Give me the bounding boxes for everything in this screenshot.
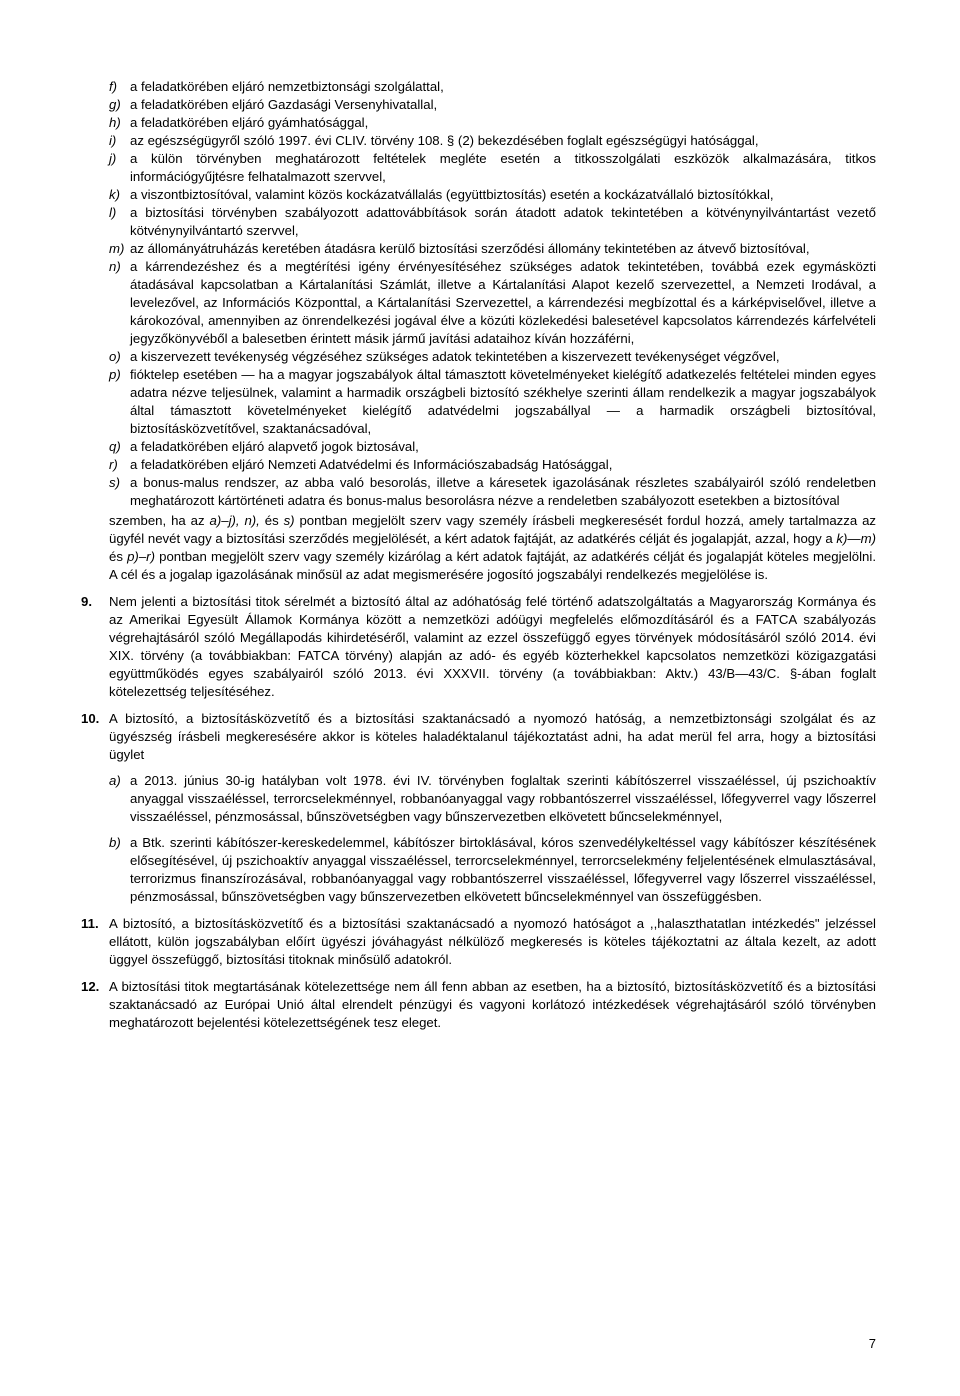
list-item xyxy=(109,258,876,348)
list-item xyxy=(109,114,876,132)
list-item-text: a kárrendezéshez és a megtérítési igény érvényesítéséhez szükséges adatok tekintetében, továbbá ezek egymásközti átadásával kapcsolatban a Kártalanítási Számlát, illetve a Kártalanítási Alapot kezelő szervezettel, a Nemzeti Irodával, a levelezővel, az Információs Központtal, a Kártalanítási Szervezettel, a kárrendezési megbízottal és a kárképviselővel, illetve a károkozóval, amennyiben az önrendelkezési jogával élve a közúti közlekedési balesetével kapcsolatos kárrendezés kárfelvételi jegyzőkönyvéből a balesetben érintett másik jármű javítási adataihoz kíván hozzáférni, xyxy=(130,259,876,346)
list-item-text: a feladatkörében eljáró nemzetbiztonsági szolgálattal, xyxy=(130,79,444,94)
list-item-label: f) xyxy=(109,79,118,94)
list-item-text: az egészségügyről szóló 1997. évi CLIV. törvény 108. § (2) bekezdésében foglalt egészségügyi hatósággal, xyxy=(130,133,759,148)
list-item-label: r) xyxy=(109,457,118,472)
list-item-text: a bonus-malus rendszer, az abba való besorolás, illetve a káresetek igazolásának részletes szabályairól szóló rendeletben meghatározott kártörténeti adatra és bonus-malus besorolásra nézve a rendeletben szabályozott esetekben a biztosítóval xyxy=(130,475,876,508)
section-text: A biztosító, a biztosításközvetítő és a biztosítási szaktanácsadó a nyomozó hatóságot a ,,halaszthatatlan intézkedés" jelzéssel ellátott, külön jogszabályban előírt ügyészi jóváhagyást nélkülöző megkeresés is köteles tájékoztatni az általa kezelt, az adott üggyel összefüggő, biztosítási titoknak minősülő adatokról. xyxy=(109,916,876,967)
list-item-text: a feladatkörében eljáró Gazdasági Versenyhivatallal, xyxy=(130,97,438,112)
list-item xyxy=(109,474,876,510)
section-9 xyxy=(81,593,876,701)
list-item xyxy=(109,78,876,96)
list-item xyxy=(109,366,876,438)
list-item-label: n) xyxy=(109,259,121,274)
section-text: Nem jelenti a biztosítási titok sérelmét a biztosító által az adóhatóság felé történő adatszolgáltatás a Magyarország Kormánya és az Amerikai Egyesült Államok Kormánya között a nemzetközi adóügyi megfelelés előmozdításáról és a FATCA szabályozás végrehajtásáról szóló Megállapodás kihirdetéséről, valamint az ezzel összefüggő egyes törvények módosításáról szóló 2014. évi XIX. törvény (a továbbiakban: FATCA törvény) alapján az adó- és egyéb közterhekkel kapcsolatos nemzetközi közigazgatási együttműködés egyes szabályairól szóló 2013. évi XXXVII. törvény (a továbbiakban: Aktv.) 43/B—43/C. §-ában foglalt kötelezettség teljesítéséhez. xyxy=(109,594,876,699)
list-item-text: a feladatkörében eljáró Nemzeti Adatvédelmi és Információszabadság Hatósággal, xyxy=(130,457,613,472)
list-item xyxy=(109,132,876,150)
list-item xyxy=(109,438,876,456)
section-text: A biztosító, a biztosításközvetítő és a biztosítási szaktanácsadó a nyomozó hatóság, a nemzetbiztonsági szolgálat és az ügyészség írásbeli megkeresésére akkor is köteles haladéktalanul tájékoztatást adni, ha adat merül fel arra, hogy a biztosítási ügylet xyxy=(109,711,876,762)
list-item xyxy=(109,186,876,204)
section-number: 9. xyxy=(81,594,92,609)
section-10 xyxy=(81,710,876,764)
list-item xyxy=(109,204,876,240)
section-number: 12. xyxy=(81,979,100,994)
list-item-text: a viszontbiztosítóval, valamint közös kockázatvállalás (együttbiztosítás) esetén a kockázatvállaló biztosítókkal, xyxy=(130,187,774,202)
list-item-label: s) xyxy=(109,475,120,490)
list-item-text: az állományátruházás keretében átadásra kerülő biztosítási szerződési állomány tekintetében az átvevő biztosítóval, xyxy=(130,241,810,256)
section-11 xyxy=(81,915,876,969)
list-item-label: l) xyxy=(109,205,117,220)
list-item xyxy=(109,96,876,114)
list-item-text: a biztosítási törvényben szabályozott adattovábbítások során átadott adatok tekintetében a kötvénynyilvántartást vezető kötvénynyilvántartó szervvel, xyxy=(130,205,876,238)
section-number: 10. xyxy=(81,711,100,726)
list-item-label: b) xyxy=(109,835,121,850)
item-list xyxy=(109,78,876,510)
list-item-label: o) xyxy=(109,349,121,364)
list-item xyxy=(109,456,876,474)
section-text: A biztosítási titok megtartásának kötelezettsége nem áll fenn abban az esetben, ha a biztosító, biztosításközvetítő és a biztosítási szaktanácsadó az Európai Unió által elrendelt pénzügyi és vagyoni korlátozó intézkedések végrehajtásáról szóló törvényben meghatározott bejelentési kötelezettségének tesz eleget. xyxy=(109,979,876,1030)
list-item-text: a feladatkörében eljáró alapvető jogok biztosával, xyxy=(130,439,419,454)
sub-item-list xyxy=(109,772,876,906)
list-item-label: j) xyxy=(109,151,117,166)
list-item xyxy=(109,240,876,258)
list-item-label: m) xyxy=(109,241,125,256)
list-item xyxy=(109,772,876,826)
list-item xyxy=(109,834,876,906)
list-item-label: k) xyxy=(109,187,120,202)
list-item xyxy=(109,150,876,186)
list-item-label: g) xyxy=(109,97,121,112)
list-item-text: a kiszervezett tevékenység végzéséhez szükséges adatok tekintetében a kiszervezett tevékenységet végzővel, xyxy=(130,349,780,364)
document-body xyxy=(81,78,876,1032)
list-item-text: a 2013. június 30-ig hatályban volt 1978. évi IV. törvényben foglaltak szerinti kábítószerrel visszaéléssel, új pszichoaktív anyaggal visszaéléssel, terrorcselekménnyel, robbanóanyaggal vagy robbantószerrel visszaéléssel, lőfegyverrel vagy lőszerrel visszaéléssel, pénzmosással, bűnszövetségben vagy bűnszervezetben elkövetett bűncselekménnyel, xyxy=(130,773,876,824)
list-item-text: fióktelep esetében — ha a magyar jogszabályok által támasztott követelményeket kielégítő adatkezelés feltételei minden egyes adatra nézve teljesülnek, valamint a harmadik országbeli biztosító székhelye szerinti állam rendelkezik a magyar jogszabályok által támasztott követelményeket kielégítő adatvédelmi jogszabállyal — a harmadik országbeli biztosítóval, biztosításközvetítővel, szaktanácsadóval, xyxy=(130,367,876,436)
list-item-text: a külön törvényben meghatározott feltételek megléte esetén a titkosszolgálati eszközök alkalmazására, titkos információgyűjtésre felhatalmazott szervvel, xyxy=(130,151,876,184)
list-item-label: h) xyxy=(109,115,121,130)
list-item-text: a Btk. szerinti kábítószer-kereskedelemmel, kábítószer birtoklásával, kóros szenvedélykeltéssel vagy kábítószer készítésének elősegítésével, új pszichoaktív anyaggal visszaéléssel, terrorcselekménnyel, terrorcselekmény feljelentésének elmulasztásával, terrorizmus finanszírozásával, robbanóanyaggal vagy robbantószerrel visszaéléssel, lőfegyverrel vagy lőszerrel visszaéléssel, pénzmosással, bűnszövetségben vagy bűnszervezetben elkövetett bűncselekménnyel van összefüggésben. xyxy=(130,835,876,904)
list-item-label: p) xyxy=(109,367,121,382)
list-item-label: a) xyxy=(109,773,121,788)
list-item-text: a feladatkörében eljáró gyámhatósággal, xyxy=(130,115,369,130)
page-number: 7 xyxy=(868,1336,876,1351)
section-number: 11. xyxy=(81,916,99,931)
list-item xyxy=(109,348,876,366)
section-12 xyxy=(81,978,876,1032)
list-item-label: q) xyxy=(109,439,121,454)
list-item-label: i) xyxy=(109,133,117,148)
list-closing-paragraph: szemben, ha az a)–j), n), és s) pontban megjelölt szerv vagy személy írásbeli megkeresését fordul hozzá, amely tartalmazza az ügyfél nevét vagy a biztosítási szerződés megjelölését, a kért adatok fajtáját, az adatkérés célját és jogalapját, azzal, hogy a k)—m) és p)–r) pontban megjelölt szerv vagy személy kizárólag a kért adatok fajtáját, az adatkérés célját és jogalapját köteles megjelölni. A cél és a jogalap igazolásának minősül az adat megismerésére jogosító jogszabályi rendelkezés megjelölése is. xyxy=(109,513,876,582)
